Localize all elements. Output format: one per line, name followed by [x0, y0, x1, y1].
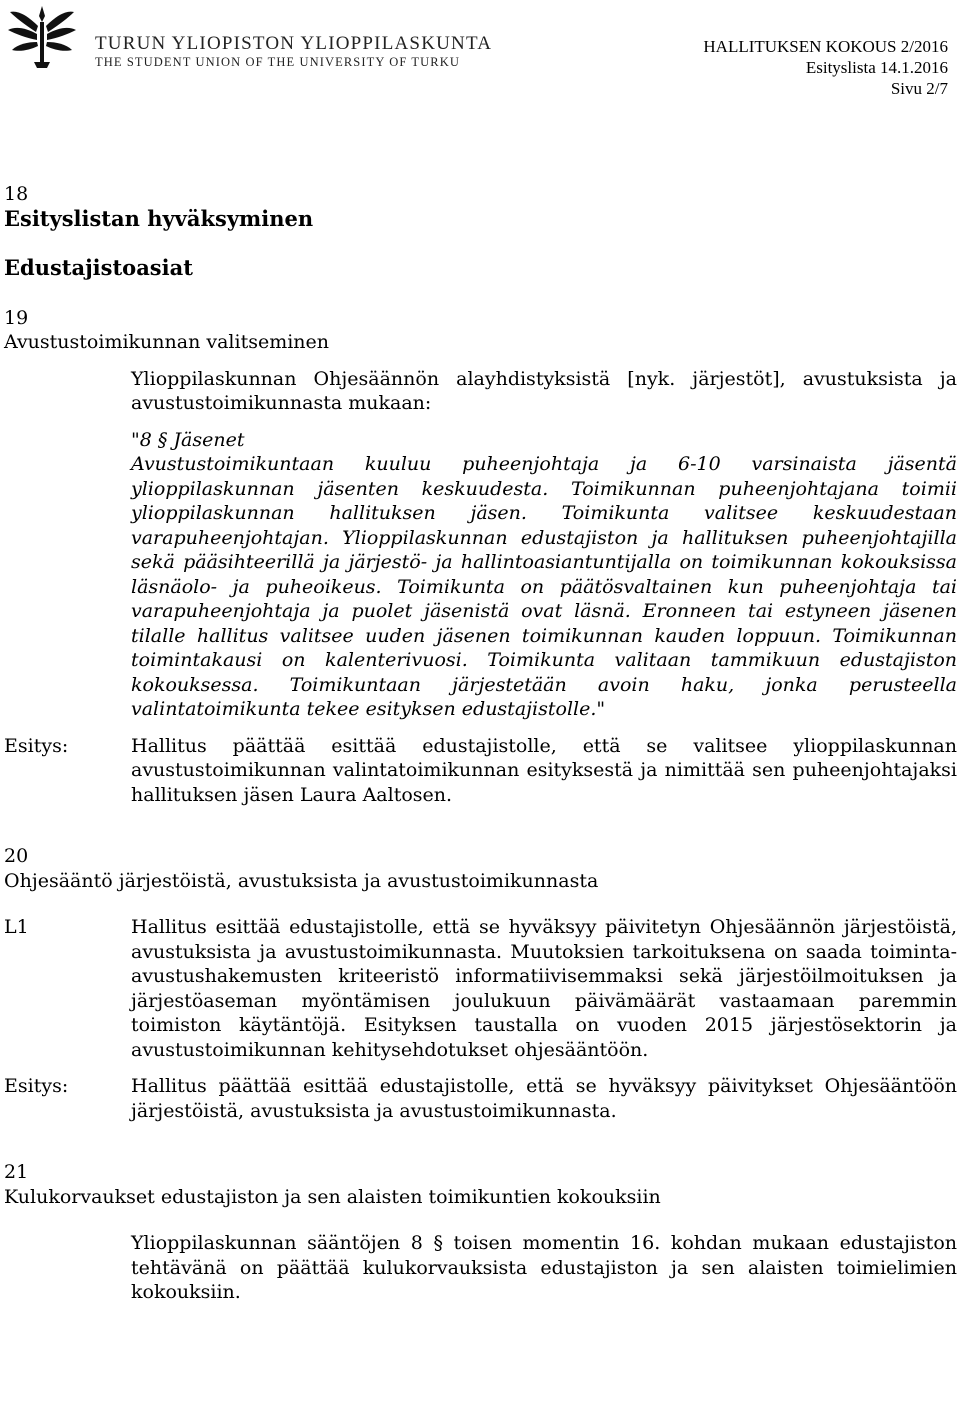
organization-name [95, 34, 492, 70]
section-title: Ohjesääntö järjestöistä, avustuksista ja avustustoimikunnasta [4, 869, 599, 892]
meeting-title: HALLITUKSEN KOKOUS 2/2016 [703, 37, 948, 56]
section-body: Hallitus esittää edustajistolle, että se hyväksyy päivitetyn Ohjesäännön järjestöistä, avustuksista ja avustustoimikunnasta. Muutoksien tarkoituksena on saada toiminta-avustushakemusten kriteeristö informatiivisemmaksi sekä järjestöilmoituksen ja järjestöaseman myöntämisen joulukuun päivämäärät vastaamaan paremmin toimiston käytäntöjä. Esityksen taustalla on vuoden 2015 järjestösektorin ja avustustoimikunnan kehitysehdotukset ohjesääntöön. [131, 916, 957, 1061]
document-meta [703, 36, 948, 99]
organization-name-fi: TURUN YLIOPISTON YLIOPPILASKUNTA [95, 33, 493, 54]
section-18 [4, 182, 957, 231]
quote-heading: "8 § Jäsenet [131, 428, 245, 451]
proposal [4, 734, 957, 808]
page-header [0, 0, 960, 110]
section-title: Esityslistan hyväksyminen [4, 205, 314, 231]
wings-emblem-icon [6, 2, 78, 74]
proposal [4, 1074, 957, 1123]
agenda-date: Esityslista 14.1.2016 [805, 58, 948, 77]
section-21 [4, 1160, 957, 1305]
section-number: 18 [4, 183, 29, 205]
page-number: Sivu 2/7 [890, 79, 948, 98]
section-body: Ylioppilaskunnan sääntöjen 8 § toisen momentin 16. kohdan mukaan edustajiston tehtävänä on päättää kulukorvauksista edustajiston ja sen alaisten toimielimien kokouksiin. [131, 1232, 957, 1303]
category-heading: Edustajistoasiat [4, 255, 193, 280]
section-19 [4, 306, 957, 808]
organization-name-en: THE STUDENT UNION OF THE UNIVERSITY OF TURKU [95, 55, 460, 69]
quote-body: Avustustoimikuntaan kuuluu puheenjohtaja ja 6-10 varsinaista jäsentä ylioppilaskunnan jäsenten keskuudesta. Toimikunnan puheenjohtajana toimii ylioppilaskunnan hallituksen jäsen. Toimikunta valitsee keskuudestaan varapuheenjohtajan. Ylioppilaskunnan edustajiston ja hallituksen puheenjohtajilla sekä pääsihteerillä ja järjestö- ja hallintoasiantuntijalla on toimikunnan kokouksissa läsnäolo- ja puheoikeus. Toimikunta on päätösvaltainen kun puheenjohtaja tai varapuheenjohtaja ja puolet jäsenistä ovat läsnä. Eronneen tai estyneen jäsenen tilalle hallitus valitsee uuden jäsenen toimikunnan kauden loppuun. Toimikunnan toimintakausi on kalenterivuosi. Toimikunta valitaan tammikuun edustajiston kokouksessa. Toimikuntaan järjestetään avoin haku, jonka perusteella valintatoimikunta tekee esityksen edustajistolle." [131, 453, 957, 720]
proposal-label: Esitys: [4, 734, 69, 757]
document-body [4, 182, 957, 1305]
proposal-text: Hallitus päättää esittää edustajistolle, että se hyväksyy päivitykset Ohjesääntöön järjestöistä, avustuksista ja avustustoimikunnasta. [131, 1075, 957, 1122]
section-20 [4, 844, 957, 1123]
section-number: 21 [4, 1161, 29, 1183]
section-number: 19 [4, 306, 29, 329]
proposal-text: Hallitus päättää esittää edustajistolle, että se valitsee ylioppilaskunnan avustustoimikunnan valintatoimikunnan esityksestä ja nimittää sen puheenjohtajaksi hallituksen jäsen Laura Aaltosen. [131, 734, 957, 806]
proposal-label: Esitys: [4, 1075, 69, 1097]
section-intro: Ylioppilaskunnan Ohjesäännön alayhdistyksistä [nyk. järjestöt], avustuksista ja avustustoimikunnasta mukaan: [131, 367, 957, 414]
attachment-label: L1 [4, 916, 29, 938]
attachment-paragraph [4, 915, 957, 1062]
section-title: Kulukorvaukset edustajiston ja sen alaisten toimikuntien kokouksiin [4, 1185, 661, 1208]
section-number: 20 [4, 845, 29, 867]
section-title: Avustustoimikunnan valitseminen [4, 331, 330, 353]
